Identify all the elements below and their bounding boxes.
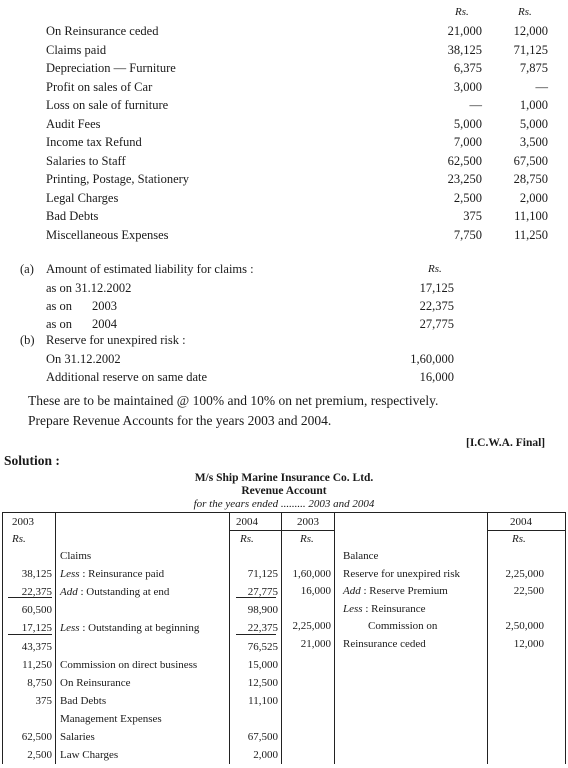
item-label: Printing, Postage, Stationery (46, 172, 190, 186)
item-label: Miscellaneous Expenses (46, 227, 169, 242)
item-value-col2: 3,500 (519, 135, 548, 149)
credit-amount-2004: 22,500 (513, 585, 544, 597)
ledger-rs-mid: Rs. (240, 533, 254, 545)
debit-description: Less : Reinsurance paid (60, 568, 165, 581)
debit-amount-2003: 11,250 (22, 658, 52, 671)
debit-amount-2003: 375 (35, 694, 52, 707)
credit-description: Add : Reserve Premium (343, 585, 448, 597)
debit-amount-2004: 76,525 (247, 640, 278, 653)
debit-description: Management Expenses (60, 712, 162, 725)
ledger-rs-far: Rs. (512, 533, 526, 545)
debit-amount-2003: 38,125 (21, 568, 52, 581)
note-b-label: On 31.12.2002 (46, 352, 121, 366)
item-value-col1: 6,375 (453, 61, 482, 75)
solution-heading: Solution : (4, 453, 60, 468)
note-a-year: 2004 (92, 317, 117, 331)
debit-amount-2004: 22,375 (247, 622, 278, 635)
note-b-label: Additional reserve on same date (46, 370, 208, 384)
note-a-year: 2003 (92, 299, 117, 313)
item-label: Profit on sales of Car (46, 79, 153, 94)
item-label: Claims paid (46, 42, 107, 57)
debit-description: Commission on direct business (60, 658, 198, 671)
item-label: On Reinsurance ceded (46, 24, 159, 38)
debit-amount-2004: 71,125 (247, 568, 278, 581)
ledger-top-rule (2, 512, 566, 513)
item-value-col2: 2,000 (519, 190, 548, 205)
debit-amount-2003: 60,500 (21, 604, 52, 617)
note-a-value: 27,775 (419, 317, 454, 331)
item-value-col1: 375 (463, 209, 482, 223)
item-value-col1: 7,000 (453, 135, 482, 149)
credit-description: Less : Reinsurance (343, 602, 426, 615)
debit-description: Add : Outstanding at end (60, 586, 170, 599)
note-a-title: Amount of estimated liability for claims : (46, 262, 254, 276)
ledger-right-rule (565, 512, 566, 764)
item-value-col1: — (469, 98, 482, 112)
note-b-title: Reserve for unexpired risk : (46, 333, 186, 347)
credit-description: Reinsurance ceded (343, 637, 426, 650)
debit-amount-2004: 12,500 (247, 676, 278, 689)
note-a-prefix: as on (46, 299, 73, 313)
ledger-col-divider-2 (229, 512, 230, 764)
credit-amount-2003: 2,25,000 (292, 620, 331, 632)
debit-description: On Reinsurance (60, 676, 131, 689)
item-value-col1: 5,000 (453, 116, 482, 131)
item-value-col2: 67,500 (513, 153, 548, 168)
account-period: for the years ended ......... 2003 and 2004 (193, 498, 375, 510)
debit-amount-2003: 8,750 (27, 676, 52, 689)
item-value-col1: 2,500 (453, 190, 482, 205)
debit-amount-2003: 43,375 (21, 640, 52, 653)
source-tag: [I.C.W.A. Final] (466, 437, 546, 449)
note-a-prefix: as on (46, 317, 73, 331)
credit-amount-2003: 21,000 (300, 637, 331, 650)
note-a-marker: (a) (20, 262, 34, 276)
item-value-col1: 38,125 (447, 42, 482, 57)
item-label: Salaries to Staff (46, 153, 126, 168)
debit-amount-2004: 27,775 (247, 586, 278, 599)
debit-description: Bad Debts (60, 694, 107, 707)
ledger-far-header-rule (487, 530, 566, 531)
ledger-col-divider-3 (281, 512, 282, 764)
item-value-col1: 23,250 (447, 172, 482, 186)
item-label: Depreciation — Furniture (46, 61, 176, 75)
debit-amount-2004: 98,900 (247, 604, 278, 617)
item-label: Income tax Refund (46, 135, 142, 149)
rs-header-1: Rs. (455, 6, 469, 18)
ledger-rs-right: Rs. (300, 533, 314, 545)
item-value-col2: 5,000 (519, 116, 548, 131)
ledger-rs-left: Rs. (12, 533, 26, 545)
item-value-col1: 21,000 (447, 24, 482, 38)
item-label: Audit Fees (46, 116, 101, 131)
credit-description: Commission on (368, 620, 438, 632)
note-a-value: 22,375 (419, 299, 454, 313)
debit-amount-2004: 11,100 (248, 694, 278, 707)
company-name: M/s Ship Marine Insurance Co. Ltd. (194, 472, 374, 484)
ledger-mid-header-rule (229, 530, 334, 531)
item-value-col2: 7,875 (519, 61, 548, 75)
item-value-col1: 3,000 (453, 79, 482, 94)
ledger-left-rule (2, 512, 3, 764)
ledger-year-2003-right: 2003 (297, 516, 319, 528)
item-value-col1: 62,500 (447, 153, 482, 168)
paragraph-maintained: These are to be maintained @ 100% and 10% on net premium, respectively. (28, 393, 439, 408)
item-value-col1: 7,750 (453, 227, 482, 242)
ledger-col-divider-1 (55, 512, 56, 764)
account-title: Revenue Account (241, 485, 327, 497)
ledger-year-2004-far: 2004 (510, 516, 532, 528)
note-a-value: 17,125 (419, 281, 454, 295)
credit-amount-2003: 1,60,000 (292, 567, 331, 580)
item-value-col2: 1,000 (519, 98, 548, 112)
note-a-rs: Rs. (428, 263, 442, 275)
debit-amount-2003: 17,125 (21, 622, 52, 635)
item-label: Legal Charges (46, 190, 119, 205)
ledger-year-2003-left: 2003 (12, 516, 34, 528)
note-b-value: 1,60,000 (410, 352, 454, 366)
debit-amount-2003: 22,375 (21, 586, 52, 599)
item-value-col2: 11,250 (514, 227, 548, 242)
item-label: Bad Debts (46, 209, 99, 223)
note-b-marker: (b) (20, 333, 35, 347)
ledger-year-2004-mid: 2004 (236, 516, 258, 528)
debit-amount-2003: 62,500 (21, 731, 52, 743)
note-b-value: 16,000 (419, 370, 454, 384)
item-value-col2: 11,100 (514, 209, 548, 223)
item-value-col2: — (535, 79, 548, 94)
item-label: Loss on sale of furniture (46, 98, 169, 112)
ledger-col-divider-4 (334, 512, 335, 764)
credit-amount-2003: 16,000 (300, 585, 331, 597)
debit-amount-2003: 2,500 (27, 749, 52, 762)
item-value-col2: 28,750 (513, 172, 548, 186)
debit-amount-2004: 67,500 (247, 731, 278, 743)
rs-header-2: Rs. (518, 6, 532, 18)
credit-amount-2004: 12,000 (513, 637, 544, 650)
note-a-prefix: as on 31.12.2002 (46, 281, 132, 295)
credit-amount-2004: 2,50,000 (505, 620, 544, 632)
credit-description: Balance (343, 550, 379, 562)
debit-amount-2004: 2,000 (253, 749, 278, 762)
item-value-col2: 12,000 (513, 24, 548, 38)
item-value-col2: 71,125 (513, 42, 548, 57)
debit-description: Salaries (60, 731, 95, 743)
credit-description: Reserve for unexpired risk (343, 567, 460, 580)
debit-description: Claims (60, 550, 92, 562)
paragraph-prepare: Prepare Revenue Accounts for the years 2003 and 2004. (28, 413, 332, 428)
debit-amount-2004: 15,000 (247, 658, 278, 671)
debit-description: Less : Outstanding at beginning (60, 622, 200, 635)
credit-amount-2004: 2,25,000 (505, 567, 544, 580)
ledger-col-divider-5 (487, 512, 488, 764)
debit-description: Law Charges (60, 749, 119, 762)
